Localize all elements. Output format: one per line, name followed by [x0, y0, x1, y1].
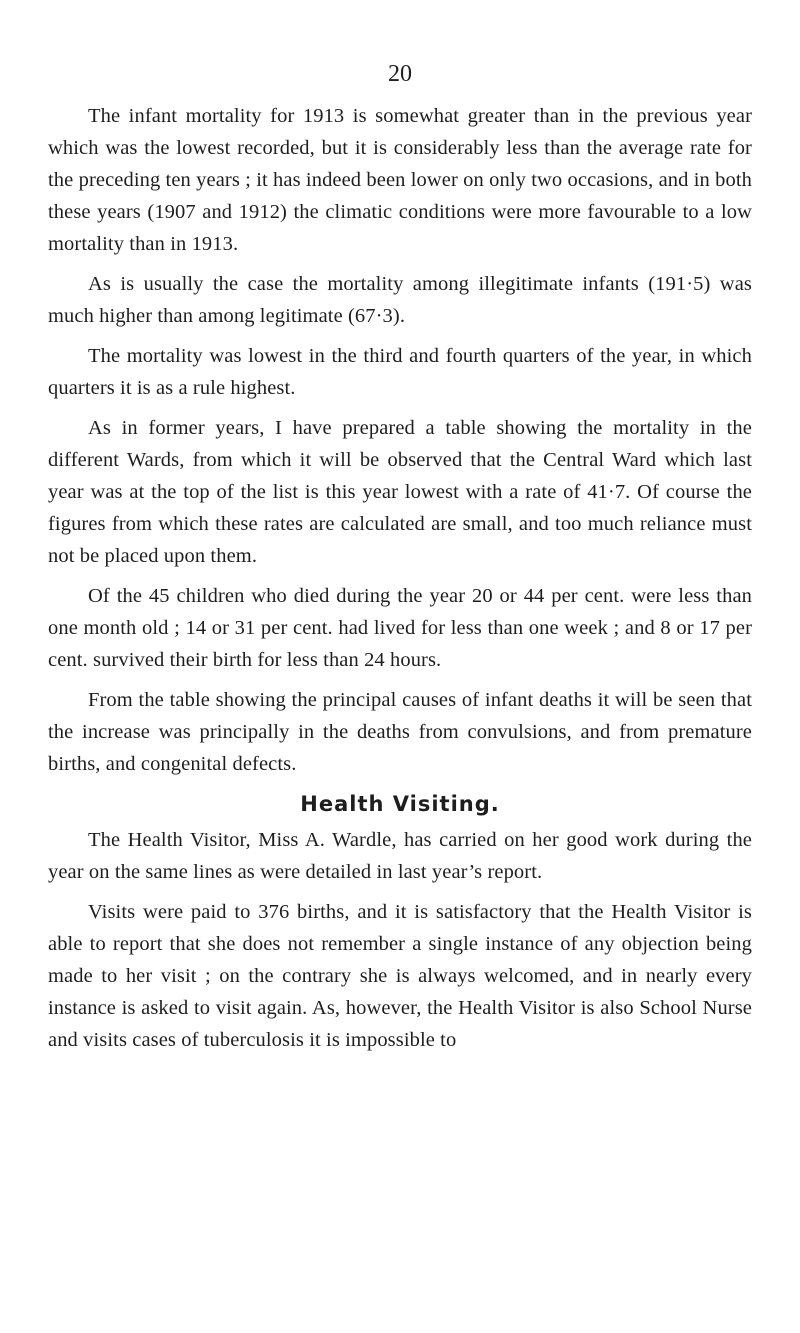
paragraph-illegitimate-mortality: As is usually the case the mortality among illegitimate infants (191·5) was much higher than among legitimate (67·3). — [48, 273, 752, 327]
paragraph-quarterly-mortality: The mortality was lowest in the third and fourth quarters of the year, in which quarters it is as a rule highest. — [48, 345, 752, 399]
body-text — [48, 100, 752, 1064]
paragraph-ward-mortality: As in former years, I have prepared a table showing the mortality in the different Wards, from which it will be observed that the Central Ward which last year was at the top of the list is this year lowest with a rate of 41·7. Of course the figures from which these rates are calculated are small, and too much reliance must not be placed upon them. — [48, 417, 752, 567]
paragraph-health-visitor: The Health Visitor, Miss A. Wardle, has carried on her good work during the year on the same lines as were detailed in last year’s report. — [48, 829, 752, 883]
page-number: 20 — [388, 61, 412, 87]
paragraph-infant-mortality-1913: The infant mortality for 1913 is somewhat greater than in the previous year which was the lowest recorded, but it is considerably less than the average rate for the preceding ten years ; it has indeed been lower on only two occasions, and in both these years (1907 and 1912) the climatic conditions were more favourable to a low mortality than in 1913. — [48, 105, 752, 255]
paragraph-causes-of-death: From the table showing the principal causes of infant deaths it will be seen that the increase was principally in the deaths from convulsions, and from premature births, and congenital defects. — [48, 689, 752, 775]
section-heading-health-visiting: Health Visiting. — [300, 792, 500, 816]
paragraph-age-at-death: Of the 45 children who died during the year 20 or 44 per cent. were less than one month old ; 14 or 31 per cent. had lived for less than one week ; and 8 or 17 per cent. survived their birth for less than 24 hours. — [48, 585, 752, 671]
paragraph-visits-paid: Visits were paid to 376 births, and it is satisfactory that the Health Visitor is able to report that she does not remember a single instance of any objection being made to her visit ; on the contrary she is always welcomed, and in nearly every instance is asked to visit again. As, however, the Health Visitor is also School Nurse and visits cases of tuberculosis it is impossible to — [48, 901, 752, 1051]
